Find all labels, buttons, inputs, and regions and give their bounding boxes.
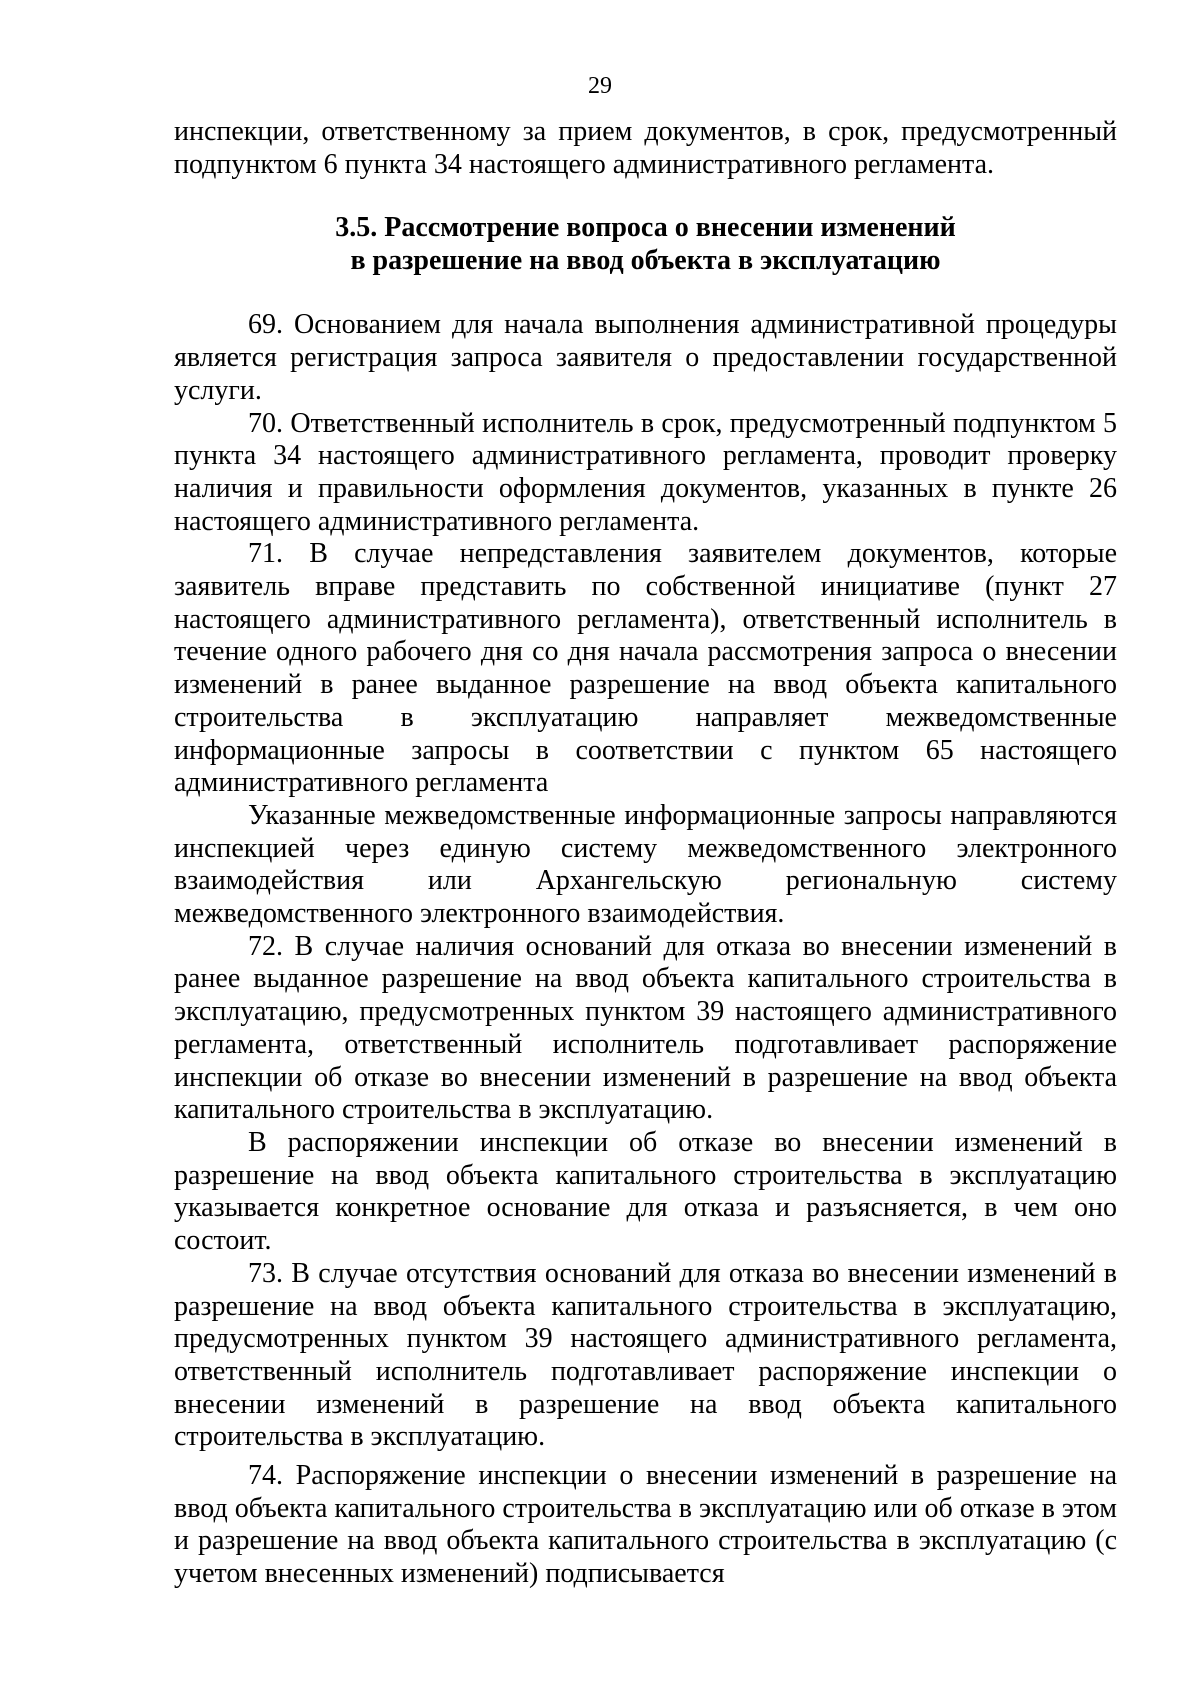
paragraph-72: 72. В случае наличия оснований для отказа во внесении изменений в ранее выданное разрешение на ввод объекта капитального строительства в эксплуатацию, предусмотренных пунктом 39 настоящего административного регламента, ответственный исполнитель подготавливает распоряжение инспекции об отказе во внесении изменений в разрешение на ввод объекта капитального строительства в эксплуатацию. bbox=[174, 930, 1117, 1126]
section-heading bbox=[174, 211, 1117, 277]
section-heading-line-1: 3.5. Рассмотрение вопроса о внесении изменений bbox=[335, 212, 956, 244]
paragraph-69: 69. Основанием для начала выполнения административной процедуры является регистрация запроса заявителя о предоставлении государственной услуги. bbox=[174, 309, 1117, 406]
paragraph-74: 74. Распоряжение инспекции о внесении изменений в разрешение на ввод объекта капитального строительства в эксплуатацию или об отказе в этом и разрешение на ввод объекта капитального строительства в эксплуатацию (с учетом внесенных изменений) подписывается bbox=[174, 1460, 1117, 1590]
section-heading-line-2: в разрешение на ввод объекта в эксплуатацию bbox=[350, 245, 941, 277]
paragraph-71-continuation: Указанные межведомственные информационные запросы направляются инспекцией через единую систему межведомственного электронного взаимодействия или Архангельскую региональную систему межведомственного электронного взаимодействия. bbox=[174, 799, 1117, 930]
paragraph-71: 71. В случае непредставления заявителем документов, которые заявитель вправе представить по собственной инициативе (пункт 27 настоящего административного регламента), ответственный исполнитель в течение одного рабочего дня со дня начала рассмотрения запроса о внесении изменений в ранее выданное разрешение на ввод объекта капитального строительства в эксплуатацию направляет межведомственные информационные запросы в соответствии с пунктом 65 настоящего административного регламента bbox=[174, 538, 1117, 799]
paragraph-70: 70. Ответственный исполнитель в срок, предусмотренный подпунктом 5 пункта 34 настоящего административного регламента, проводит проверку наличия и правильности оформления документов, указанных в пункте 26 настоящего административного регламента. bbox=[174, 407, 1117, 537]
intro-paragraph: инспекции, ответственному за прием документов, в срок, предусмотренный подпунктом 6 пункта 34 настоящего административного регламента. bbox=[174, 116, 1117, 180]
paragraph-73: 73. В случае отсутствия оснований для отказа во внесении изменений в разрешение на ввод объекта капитального строительства в эксплуатацию, предусмотренных пунктом 39 настоящего административного регламента, ответственный исполнитель подготавливает распоряжение инспекции о внесении изменений в разрешение на ввод объекта капитального строительства в эксплуатацию. bbox=[174, 1257, 1117, 1453]
document-body bbox=[174, 116, 1117, 1591]
paragraph-72-continuation: В распоряжении инспекции об отказе во внесении изменений в разрешение на ввод объекта капитального строительства в эксплуатацию указывается конкретное основание для отказа и разъясняется, в чем оно состоит. bbox=[174, 1126, 1117, 1257]
page-number: 29 bbox=[588, 73, 612, 99]
